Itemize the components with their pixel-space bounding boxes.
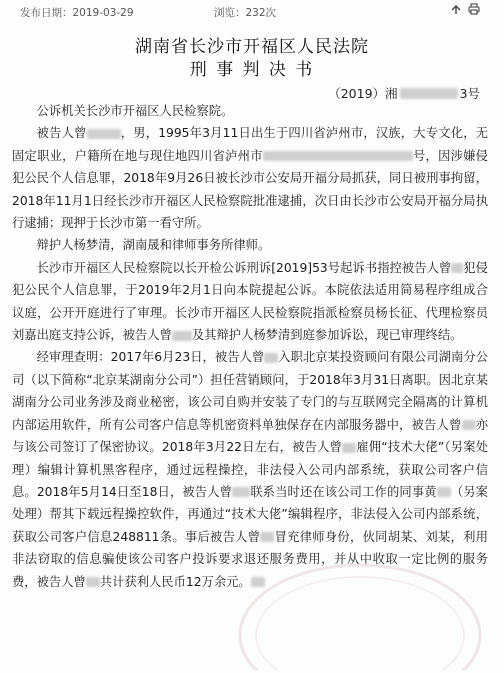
redacted-block: [264, 353, 278, 363]
publish-date: 发布日期：2019-03-29: [20, 7, 134, 19]
redacted-block: [87, 129, 121, 139]
redacted-block: [462, 420, 476, 430]
paragraph-prosecutor: [12, 100, 488, 122]
toolbar-icons: [450, 3, 480, 15]
text-segment: 长沙市开福区人民检察院以长开检公诉刑诉[2019]53号起诉书指控被告人曾: [36, 260, 452, 275]
text-segment: ，男，1995年3月11日出生于四川省泸州市，汉族，大专文化，无固定职业，户籍所在地与现住地四川省泸州市: [12, 126, 488, 163]
text-segment: 共计获利人民币12万余元。: [99, 574, 251, 589]
redacted-block: [86, 577, 100, 587]
text-segment: 号，因涉嫌侵犯公民个人信息罪，2018年9月26日被长沙市公安局开福分局抓获，同日被刑事拘留，2018年11月1日经长沙市开福区人民检察院批准逮捕，次日由长沙市公安局开福分局执行逮捕；现押于长沙市第一看守所。: [12, 148, 488, 231]
text-segment: 入职北京某投资顾问有限公司湖南分公司（以下简称“北京某湖南分公司”）担任营销顾问，于2018年3月31日离职。因北京某湖南分公司业务涉及商业秘密，该公司自购并安装了专门的与互联网完全隔离的计算机内部运用软件，所有公司客户信息等机密资料单独保存在内部服务器中，被告人曾: [12, 350, 488, 432]
paragraph-procedure: [12, 257, 488, 347]
text-segment: 冒充律师身份，伙同胡某、刘某，利用非法窃取的信息骗使该公司客户投诉要求退还服务费用，并从中收取一定比例的服务费，被告人曾: [12, 529, 488, 589]
redacted-block: [251, 577, 265, 587]
redacted-block: [437, 487, 451, 497]
document-type-title: 刑 事 判 决 书: [189, 60, 315, 80]
text-segment: 被告人曾: [36, 126, 87, 141]
redacted-block: [451, 263, 463, 273]
text-segment: 及其辩护人杨梦清到庭参加诉讼，现已审理终结。: [191, 328, 463, 343]
redacted-block: [263, 151, 413, 161]
text-segment: 联系当时还在该公司工作的同事黄: [250, 484, 437, 499]
text-segment: （另案处理）帮其下载远程操控软件，再通过“技术大佬”编辑程序，非法侵入公司内部系统，获取公司客户信息248811条。事后被告人曾: [12, 484, 488, 544]
redacted-block: [400, 88, 458, 99]
paragraph-text: 公诉机关长沙市开福区人民检察院。: [36, 104, 234, 118]
text-segment: 犯侵犯公民个人信息罪，于2019年2月1日向本院提起公诉。本院依法适用简易程序组成合议庭，公开开庭进行了审理。长沙市开福区人民检察院指派检察员杨长征、代理检察员刘嘉出庭支持公诉，被告人曾: [12, 260, 488, 343]
paragraph-defendant: [12, 122, 488, 234]
redacted-block: [342, 443, 356, 453]
text-segment: 雇佣“技术大佬”（另案处理）编辑计算机黑客程序，通过远程操控，非法侵入公司内部系统，获取公司客户信息。2018年5月14日至18日，被告人曾: [12, 440, 488, 499]
text-segment: 经审理查明：2017年6月23日，被告人曾: [36, 350, 265, 365]
redacted-block: [172, 331, 192, 341]
court-name: 湖南省长沙市开福区人民法院: [135, 37, 369, 57]
case-number-prefix: （2019）湘: [328, 86, 398, 101]
paragraph-findings: [12, 346, 488, 592]
judgment-body: [12, 100, 488, 593]
share-icon[interactable]: [450, 3, 462, 15]
paragraph-text: 辩护人杨梦清，湖南晟和律师事务所律师。: [36, 238, 271, 253]
case-number-suffix: 3号: [459, 86, 480, 101]
document-meta-bar: [0, 0, 504, 24]
print-icon[interactable]: [468, 3, 480, 15]
text-segment: 亦与该公司签订了保密协议。2018年3月22日左右，被告人曾: [12, 417, 488, 455]
redacted-block: [232, 487, 250, 497]
redacted-block: [260, 532, 274, 542]
paragraph-defender: [12, 234, 488, 256]
view-count: 浏览：232次: [214, 7, 277, 19]
